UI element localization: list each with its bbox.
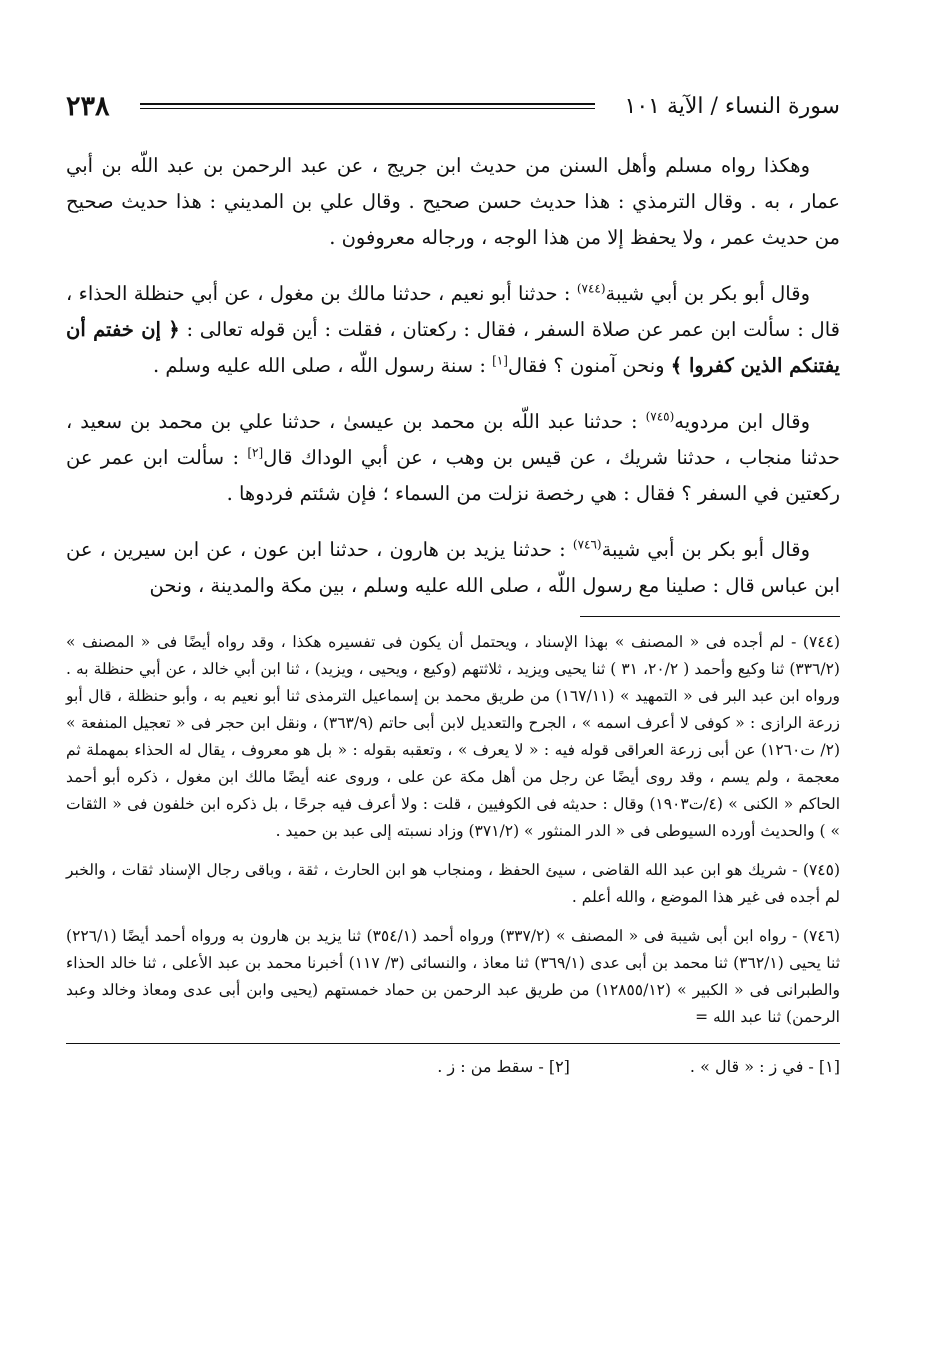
footnote-ref-744: (٧٤٤)	[576, 281, 606, 296]
paragraph-1: وهكذا رواه مسلم وأهل السنن من حديث ابن جريج ، عن عبد الرحمن بن عبد اللّه بن أبي عمار ، به . وقال الترمذي : هذا حديث حسن صحيح . وقال علي بن المديني : هذا حديث صحيح من حديث عمر ، ولا يحفظ إلا من هذا الوجه ، ورجاله معروفون .	[66, 154, 840, 249]
footnote-ref-746: (٧٤٦)	[572, 537, 602, 552]
paragraph-2-part2: : حدثنا أبو نعيم ، حدثنا مالك بن مغول ، عن أبي حنظلة الحذاء ، قال : سألت ابن عمر عن صلاة السفر ، فقال : ركعتان ، فقلت : أين قوله تعالى :	[66, 282, 840, 341]
footnote-number: (٧٤٦) -	[792, 927, 840, 945]
manuscript-variants	[66, 1054, 840, 1080]
variant-note-1: [١] - في ز : « قال » .	[689, 1057, 840, 1076]
footnotes	[66, 629, 840, 1031]
paragraph-2-part1: وقال أبو بكر بن أبي شيبة	[605, 282, 810, 305]
footnote-number: (٧٤٤) -	[791, 633, 840, 651]
paragraph-4	[66, 532, 840, 604]
variant-note-2: [٢] - سقط من : ز .	[437, 1057, 570, 1076]
footnote-text: لم أجده فى « المصنف » بهذا الإسناد ، ويحتمل أن يكون فى تفسيره هكذا ، وقد رواه أيضًا فى « المصنف » (٣٣٦/٢) ثنا وكيع وأحمد ( ٢٠/٢، ٣١ ) ثنا يحيى ويزيد ، ثلاثتهم (وكيع ، ويحيى ، ويزيد) ، ثنا ابن أبي خالد ، عن أبي حنظلة به . ورواه ابن عبد البر فى « التمهيد » (١٦٧/١١) من طريق محمد بن إسماعيل الترمذى ثنا أبو نعيم به ، وأبو حنظلة ، قال أبو زرعة الرازى : « كوفى لا أعرف اسمه » ، الجرح والتعديل لابن أبى حاتم (٣٦٣/٩) ، ونقل ابن حجر فى « تعجيل المنفعة » (٢/ ت١٢٦٠) عن أبى زرعة العراقى قوله فيه : « لا يعرف » ، وتعقبه بقوله : « بل هو معروف ، يقال له الحذاء بمهملة ثم معجمة ، ولم يسم ، وقد روى أيضًا عن رجل من أهل مكة عن على ، وروى عنه أيضًا مالك ابن مغول ، ذكره أبو أحمد الحاكم « الكنى » (٤/ت١٩٠٣) وقال : حديثه فى الكوفيين ، قلت : ولا أعرف فيه جرحًا ، بل ذكره ابن خلفون فى « الثقات » ) والحديث أورده السيوطى فى « الدر المنثور » (٣٧١/٢) وزاد نسبته إلى عبد بن حميد .	[66, 633, 841, 840]
paragraph-4-part1: وقال أبو بكر بن أبي شيبة	[601, 538, 810, 561]
paragraph-3-part3: : سألت ابن عمر عن ركعتين في السفر ؟ فقال : هي رخصة نزلت من السماء ؛ فإن شئتم فردوها .	[66, 446, 840, 505]
footnote-text: شريك هو ابن عبد الله القاضى ، سيئ الحفظ ، ومنجاب هو ابن الحارث ، ثقة ، وباقى رجال الإسناد ثقات ، والخبر لم أجده فى غير هذا الموضع ، والله أعلم .	[66, 861, 840, 906]
footnote-text: رواه ابن أبى شيبة فى « المصنف » (٣٣٧/٢) ورواه أحمد (٣٥٤/١) ثنا يزيد بن هارون به ورواه أحمد أيضًا (٢٢٦/١) ثنا يحيى (٣٦٢/١) ثنا محمد بن أبى عدى (٣٦٩/١) ثنا معاذ ، والنسائى (٣/ ١١٧) أخبرنا محمد بن عبد الأعلى ، ثنا خالد الحذاء والطبرانى فى « الكبير » (١٢٨٥٥/١٢) من طريق عبد الرحمن بن حماد خمستهم (يحيى وابن أبى عدى ومعاذ وخالد وعبد الرحمن) ثنا عبد الله =	[66, 927, 841, 1026]
page-header	[66, 86, 840, 126]
quran-verse: ﴿ إن خفتم أن يفتنكم الذين كفروا ﴾	[66, 318, 840, 377]
paragraph-2-part3: ونحن آمنون ؟ فقال	[507, 354, 671, 377]
variants-separator	[66, 1043, 840, 1044]
footnote-746	[66, 923, 840, 1031]
main-text	[66, 148, 840, 604]
paragraph-3	[66, 404, 840, 512]
paragraph-3-part1: وقال ابن مردويه	[674, 410, 810, 433]
page-number: ٢٣٨	[66, 90, 110, 122]
paragraph-2	[66, 276, 840, 384]
footnote-ref-745: (٧٤٥)	[645, 409, 675, 424]
footnote-745	[66, 857, 840, 911]
paragraph-3-part2: : حدثنا عبد اللّه بن محمد بن عيسىٰ ، حدثنا علي بن محمد بن سعيد ، حدثنا منجاب ، حدثنا شريك ، عن قيس بن وهب ، عن أبي الوداك قال	[66, 410, 840, 469]
header-rule	[140, 103, 595, 109]
footnote-separator	[580, 616, 840, 617]
paragraph-2-part4: : سنة رسول اللّه ، صلى الله عليه وسلم .	[152, 354, 493, 377]
running-title: سورة النساء / الآية ١٠١	[624, 93, 840, 119]
footnote-number: (٧٤٥) -	[792, 861, 841, 879]
footnote-744	[66, 629, 840, 845]
paragraph-4-part2: : حدثنا يزيد بن هارون ، حدثنا ابن عون ، عن ابن سيرين ، عن ابن عباس قال : صلينا مع رسول اللّه ، صلى الله عليه وسلم ، بين مكة والمدينة ، ونحن	[66, 538, 840, 597]
variant-ref-1: [١]	[492, 353, 508, 368]
variant-ref-2: [٢]	[247, 445, 264, 460]
